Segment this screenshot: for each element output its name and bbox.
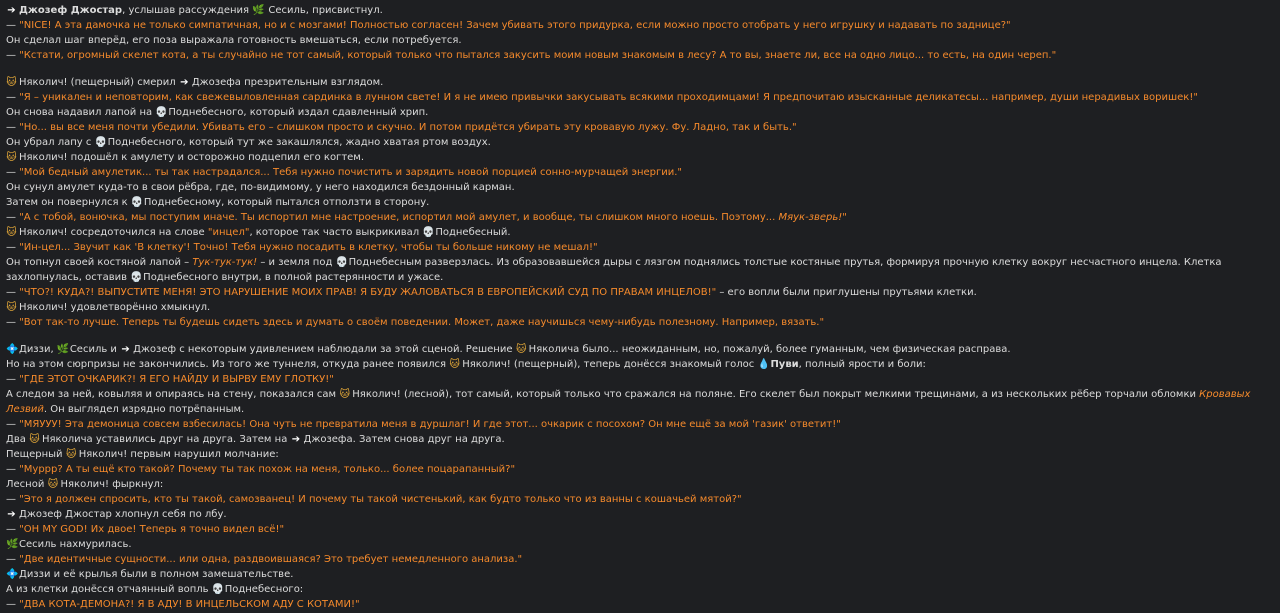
- narration-text: Диззи,: [19, 344, 57, 355]
- message-line: [6, 225, 1274, 240]
- cat-icon: 🐱: [65, 449, 77, 460]
- message-line: [6, 372, 1274, 387]
- message-line: [6, 210, 1274, 225]
- message-line: [6, 255, 1274, 285]
- narration-text: Джозеф с некоторым удивлением наблюдали за этой сценой. Решение: [133, 344, 516, 355]
- narration-text: —: [6, 317, 20, 328]
- herb-icon: 🌿: [56, 344, 70, 355]
- arrow-icon: ➔: [180, 77, 189, 88]
- message-line: [6, 3, 1274, 18]
- narration-text: Лесной: [6, 479, 48, 490]
- message-line: [6, 462, 1274, 477]
- narration-text: , которое так часто выкрикивал: [249, 227, 423, 238]
- message-line: [6, 567, 1274, 582]
- narration-text: Поднебесному, который пытался отползти в сторону.: [143, 197, 430, 208]
- narration-text: – и земля под: [257, 257, 336, 268]
- speech-text: "Я – уникален и неповторим, как свежевыловленная сардинка в лунном свете! И я не имею привычки закусывать всякими проходимцами! Я предпочитаю изысканные деликатесы... например, души нерадивых воришек!": [19, 92, 1198, 103]
- narration-text: Сесиль, присвистнул.: [265, 5, 383, 16]
- skull-icon: 💀: [94, 137, 108, 148]
- speech-text: ": [842, 212, 847, 223]
- narration-text: —: [6, 464, 20, 475]
- narration-text: —: [6, 212, 20, 223]
- narration-text: Он убрал лапу с: [6, 137, 95, 148]
- narration-text: , услышав рассуждения: [122, 5, 253, 16]
- narration-text: Няколич! первым нарушил молчание:: [78, 449, 279, 460]
- cat-icon: 🐱: [6, 77, 17, 88]
- narration-text: А следом за ней, ковыляя и опираясь на стену, показался сам: [6, 389, 340, 400]
- arrow-icon: ➔: [121, 344, 130, 355]
- narration-text: —: [6, 122, 20, 133]
- speech-text: "NICE! А эта дамочка не только симпатичная, но и с мозгами! Полностью согласен! Зачем убивать этого придурка, если можно просто отобрать у него игрушку и надавать по заднице?": [19, 20, 1011, 31]
- arrow-icon: ➔: [7, 5, 16, 16]
- narration-text: Джозеф Джостар: [19, 5, 123, 16]
- speech-text: "Кстати, огромный скелет кота, а ты случайно не тот самый, который только что пытался закусить моим новым знакомым в лесу? А то вы, знаете ли, все на одно лицо... то есть, на один череп.": [19, 50, 1057, 61]
- narration-text: —: [6, 167, 20, 178]
- message-line: [6, 180, 1274, 195]
- skull-icon: 💀: [155, 107, 168, 118]
- message-line: [6, 552, 1274, 567]
- paragraph-gap: [6, 63, 1274, 75]
- narration-text: – его вопли были приглушены прутьями клетки.: [716, 287, 977, 298]
- narration-text: Поднебесного:: [224, 584, 304, 595]
- narration-text: . Он выглядел изрядно потрёпанным.: [43, 404, 245, 415]
- speech-text: "Ин-цел... Звучит как 'В клетку'! Точно! Тебя нужно посадить в клетку, чтобы ты больше никому не мешал!": [19, 242, 598, 253]
- message-line: [6, 342, 1274, 357]
- narration-text: —: [6, 524, 20, 535]
- speech-text: "инцел": [207, 227, 250, 238]
- cat-icon: 🐱: [6, 227, 17, 238]
- narration-text: Сесиль нахмурилась.: [19, 539, 132, 550]
- speech-text: "Но... вы все меня почти убедили. Убивать его – слишком просто и скучно. И потом придётся убирать эту кровавую лужу. Фу. Ладно, так и быть.": [19, 122, 797, 133]
- message-line: [6, 597, 1274, 612]
- cat-icon: 🐱: [6, 152, 17, 163]
- skull-icon: 💀: [130, 197, 144, 208]
- message-line: [6, 432, 1274, 447]
- message-line: [6, 537, 1274, 552]
- narration-text: Поднебесный.: [435, 227, 511, 238]
- narration-text: Поднебесным разверзлась. Из образовавшейся дыры с лязгом поднялись толстые костяные прутья, формируя прочную клетку вокруг несчастного инцела. Клетка захлопнулась, оставив: [6, 257, 1222, 283]
- message-line: [6, 285, 1274, 300]
- message-line: [6, 150, 1274, 165]
- speech-text: "ДВА КОТА-ДЕМОНА?! Я В АДУ! В ИНЦЕЛЬСКОМ АДУ С КОТАМИ!": [19, 599, 360, 610]
- narration-text: А из клетки донёсся отчаянный вопль: [6, 584, 212, 595]
- message-line: [6, 18, 1274, 33]
- narration-text: Джозеф Джостар хлопнул себя по лбу.: [19, 509, 227, 520]
- narration-text: Он сделал шаг вперёд, его поза выражала готовность вмешаться, если потребуется.: [6, 35, 462, 46]
- narration-text: Поднебесного внутри, в полной растерянности и ужасе.: [143, 272, 444, 283]
- speech-text: "Это я должен спросить, кто ты такой, самозванец! И почему ты такой чистенький, как будто только что из ванны с кошачьей мятой?": [19, 494, 742, 505]
- narration-text: —: [6, 20, 20, 31]
- narration-text: Поднебесного, который тут же закашлялся, жадно хватая ртом воздух.: [107, 137, 491, 148]
- skull-icon: 💀: [422, 227, 435, 238]
- message-line: [6, 135, 1274, 150]
- speech-text: "МЯУУУ! Эта демоница совсем взбесилась! Она чуть не превратила меня в дуршлаг! И где этот... очкарик с посохом? Он мне ещё за мой 'газик' ответит!": [19, 419, 841, 430]
- message-line: [6, 387, 1274, 417]
- paragraph-gap: [6, 330, 1274, 342]
- message-line: [6, 75, 1274, 90]
- narration-text: —: [6, 554, 20, 565]
- skull-icon: 💀: [335, 257, 349, 268]
- message-line: [6, 417, 1274, 432]
- narration-text: Пуви: [770, 359, 799, 370]
- cat-icon: 🐱: [449, 359, 460, 370]
- speech-text: Кровавых Лезвий: [6, 389, 1251, 415]
- herb-icon: 🌿: [6, 539, 19, 550]
- narration-text: Няколич! (пещерный) смерил: [19, 77, 179, 88]
- cat-icon: 🐱: [339, 389, 350, 400]
- narration-text: —: [6, 374, 20, 385]
- narration-text: Няколич! сосредоточился на слове: [19, 227, 208, 238]
- narration-text: Няколича было... неожиданным, но, пожалуй, более гуманным, чем физическая расправа.: [528, 344, 1011, 355]
- message-line: [6, 90, 1274, 105]
- message-line: [6, 120, 1274, 135]
- speech-text: Мяук-зверь!: [778, 212, 843, 223]
- message-line: [6, 357, 1274, 372]
- speech-text: "OH MY GOD! Их двое! Теперь я точно видел всё!": [19, 524, 285, 535]
- message-line: [6, 195, 1274, 210]
- message-line: [6, 582, 1274, 597]
- diamond-icon: 💠: [6, 344, 19, 355]
- message-line: [6, 48, 1274, 63]
- narration-text: Джозефа презрительным взглядом.: [191, 77, 384, 88]
- narration-text: Няколич! удовлетворённо хмыкнул.: [19, 302, 211, 313]
- message-line: [6, 507, 1274, 522]
- message-line: [6, 240, 1274, 255]
- narration-text: Он снова надавил лапой на: [6, 107, 156, 118]
- speech-text: "ЧТО?! КУДА?! ВЫПУСТИТЕ МЕНЯ! ЭТО НАРУШЕНИЕ МОИХ ПРАВ! Я БУДУ ЖАЛОВАТЬСЯ В ЕВРОПЕЙСКИЙ СУД ПО ПРАВАМ ИНЦЕЛОВ!": [19, 287, 717, 298]
- narration-text: —: [6, 599, 20, 610]
- narration-text: Пещерный: [6, 449, 66, 460]
- narration-text: Няколич! подошёл к амулету и осторожно подцепил его когтем.: [19, 152, 365, 163]
- narration-text: —: [6, 287, 20, 298]
- speech-text: "Вот так-то лучше. Теперь ты будешь сидеть здесь и думать о своём поведении. Может, даже научишься чему-нибудь полезному. Например, вязать.": [19, 317, 825, 328]
- narration-text: —: [6, 494, 20, 505]
- cat-icon: 🐱: [29, 434, 40, 445]
- speech-text: "Две идентичные сущности... или одна, раздвоившаяся? Это требует немедленного анализа.": [19, 554, 523, 565]
- narration-text: Няколич! фыркнул:: [60, 479, 164, 490]
- narration-text: Джозефа. Затем снова друг на друга.: [303, 434, 505, 445]
- narration-text: , полный ярости и боли:: [798, 359, 926, 370]
- narration-text: —: [6, 92, 20, 103]
- message-line: [6, 165, 1274, 180]
- speech-text: "А с тобой, вонючка, мы поступим иначе. Ты испортил мне настроение, испортил мой амулет, и вообще, ты слишком много ноешь. Поэтому...: [19, 212, 779, 223]
- message-line: [6, 492, 1274, 507]
- narration-text: —: [6, 419, 20, 430]
- narration-text: Няколич! (пещерный), теперь донёсся знакомый голос: [462, 359, 758, 370]
- narration-text: —: [6, 50, 20, 61]
- message-line: [6, 105, 1274, 120]
- speech-text: Тук-тук-тук!: [192, 257, 258, 268]
- drop-icon: 💧: [757, 359, 770, 370]
- narration-text: Няколич! (лесной), тот самый, который только что сражался на поляне. Его скелет был покрыт мелкими трещинами, а из нескольких рёбер торчали обломки: [352, 389, 1200, 400]
- narration-text: Сесиль и: [69, 344, 121, 355]
- skull-icon: 💀: [211, 584, 225, 595]
- speech-text: "ГДЕ ЭТОТ ОЧКАРИК?! Я ЕГО НАЙДУ И ВЫРВУ ЕМУ ГЛОТКУ!": [19, 374, 334, 385]
- narration-text: Поднебесного, который издал сдавленный хрип.: [168, 107, 429, 118]
- arrow-icon: ➔: [7, 509, 16, 520]
- arrow-icon: ➔: [291, 434, 301, 445]
- skull-icon: 💀: [130, 272, 143, 283]
- herb-icon: 🌿: [252, 5, 265, 16]
- narration-text: Диззи и её крылья были в полном замешательстве.: [19, 569, 294, 580]
- message-line: [6, 300, 1274, 315]
- message-line: [6, 33, 1274, 48]
- message-line: [6, 315, 1274, 330]
- narration-text: Затем он повернулся к: [6, 197, 131, 208]
- narration-text: Но на этом сюрпризы не закончились. Из того же туннеля, откуда ранее появился: [6, 359, 450, 370]
- speech-text: "Мой бедный амулетик... ты так настрадался... Тебя нужно почистить и зарядить новой порцией сонно-мурчащей энергии.": [19, 167, 683, 178]
- diamond-icon: 💠: [6, 569, 19, 580]
- message-line: [6, 477, 1274, 492]
- narration-text: Два: [6, 434, 30, 445]
- narration-text: Он сунул амулет куда-то в свои рёбра, где, по-видимому, у него находился бездонный карман.: [6, 182, 515, 193]
- message-line: [6, 447, 1274, 462]
- speech-text: "Муррр? А ты ещё кто такой? Почему ты так похож на меня, только... более поцарапанный?": [19, 464, 516, 475]
- cat-icon: 🐱: [515, 344, 527, 355]
- cat-icon: 🐱: [6, 302, 17, 313]
- message-line: [6, 522, 1274, 537]
- narration-text: Няколича уставились друг на друга. Затем на: [42, 434, 291, 445]
- cat-icon: 🐱: [47, 479, 59, 490]
- narration-text: —: [6, 242, 20, 253]
- narration-text: Он топнул своей костяной лапой –: [6, 257, 193, 268]
